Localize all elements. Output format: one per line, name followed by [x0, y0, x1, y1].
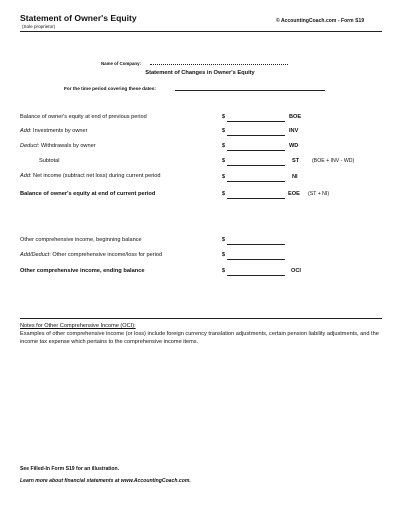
row-investments-label: Add: Investments by owner — [20, 128, 88, 134]
oci-ending-dollar: $ — [222, 268, 225, 274]
row-subtotal-dollar: $ — [222, 158, 225, 164]
row-investments-dollar: $ — [222, 128, 225, 134]
form-subtitle: (Sole proprietor) — [22, 24, 56, 29]
row-net-income-dollar: $ — [222, 174, 225, 180]
row-balance-previous-input[interactable] — [227, 121, 285, 122]
row-subtotal-input[interactable] — [227, 165, 285, 166]
oci-beginning-dollar: $ — [222, 237, 225, 243]
footer-learn-more: Learn more about financial statements at www.AccountingCoach.com. — [20, 478, 191, 484]
period-field[interactable] — [175, 90, 325, 91]
notes-heading: Notes for Other Comprehensive Income (OCI): — [20, 323, 136, 329]
row-balance-previous-label: Balance of owner's equity at end of previous period — [20, 114, 147, 120]
row-withdrawals-code: WD — [289, 143, 299, 149]
row-balance-current-formula: (ST + NI) — [308, 191, 330, 197]
row-net-income-label: Add: Net income (subtract net loss) during current period — [20, 173, 161, 179]
row-balance-current-dollar: $ — [222, 191, 225, 197]
row-withdrawals-dollar: $ — [222, 143, 225, 149]
company-name-label: Name of Company: — [101, 61, 142, 66]
form-title: Statement of Owner's Equity — [20, 13, 137, 23]
row-withdrawals-label: Deduct: Withdrawals by owner — [20, 143, 96, 149]
footer-illustration-note: See Filled-In Form S19 for an illustration. — [20, 466, 120, 472]
row-net-income-input[interactable] — [227, 181, 285, 182]
period-label: For the time period covering these dates: — [64, 86, 156, 91]
row-balance-previous-dollar: $ — [222, 114, 225, 120]
header-divider — [20, 31, 382, 32]
row-investments-code: INV — [289, 128, 299, 134]
notes-body: Examples of other comprehensive income (or loss) include foreign currency translation adjustments, certain pension liability adjustments, and the income tax expense which pertains to the comprehensive income items. — [20, 331, 379, 346]
row-balance-previous-code: BOE — [289, 114, 302, 120]
form-source: © AccountingCoach.com - Form S19 — [276, 18, 365, 24]
oci-beginning-label: Other comprehensive income, beginning balance — [20, 237, 142, 243]
statement-title: Statement of Changes in Owner's Equity — [145, 70, 255, 76]
row-balance-current-label: Balance of owner's equity at end of current period — [20, 191, 156, 197]
oci-beginning-input[interactable] — [227, 244, 285, 245]
row-investments-input[interactable] — [227, 135, 285, 136]
notes-divider — [20, 318, 382, 319]
row-subtotal-code: ST — [292, 158, 300, 164]
row-balance-current-input[interactable] — [227, 198, 285, 199]
row-balance-current-code: EOE — [288, 191, 300, 197]
oci-period-dollar: $ — [222, 252, 225, 258]
oci-ending-code: OCI — [291, 268, 301, 274]
row-subtotal-label: Subtotal — [39, 158, 60, 164]
oci-period-label: Add/Deduct: Other comprehensive income/loss for period — [20, 252, 163, 258]
row-withdrawals-input[interactable] — [227, 150, 285, 151]
row-net-income-code: NI — [292, 174, 298, 180]
oci-period-input[interactable] — [227, 259, 285, 260]
oci-ending-label: Other comprehensive income, ending balance — [20, 268, 145, 274]
row-subtotal-formula: (BOE + INV - WD) — [312, 158, 355, 164]
oci-ending-input[interactable] — [227, 275, 285, 276]
company-name-field[interactable] — [150, 64, 288, 65]
